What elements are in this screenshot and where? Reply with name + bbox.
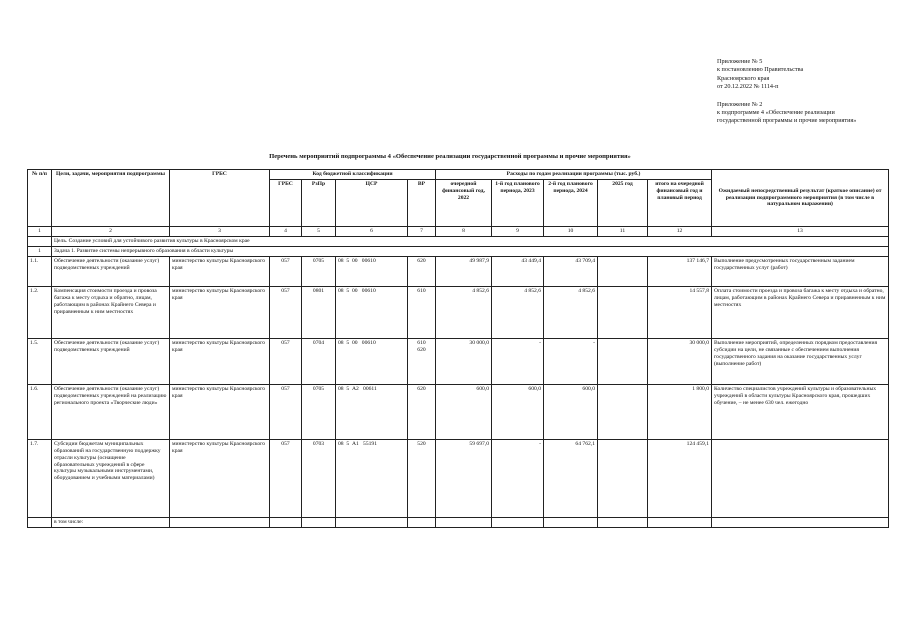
header-code-rzpr: РзПр — [302, 179, 336, 226]
header-no: № п/п — [28, 170, 52, 227]
header-exp-2023: 1-й год планового периода, 2023 — [492, 179, 544, 226]
header-row-1 — [28, 170, 889, 180]
header-exp-2024: 2-й год планового периода, 2024 — [544, 179, 598, 226]
footer-note: в том числе: — [52, 517, 170, 527]
header-expenses-group: Расходы по годам реализации программы (тыс. руб.) — [436, 170, 712, 180]
column-numbers-row: 1 2 3 4 5 6 7 8 9 10 11 12 13 — [28, 226, 889, 236]
footer-row — [28, 517, 889, 527]
appendix-block-1: Приложение № 5 к постановлению Правительства Красноярского края от 20.12.2022 № 1114-п — [717, 58, 804, 91]
header-exp-2025: 2025 год — [598, 179, 648, 226]
header-exp-2022: очередной финансовый год, 2022 — [436, 179, 492, 226]
header-code-group: Код бюджетной классификации — [270, 170, 436, 180]
task-text: Задача 1. Развитие системы непрерывного образования в области культуры — [52, 246, 889, 256]
table-row: 1.7. Субсидии бюджетам муниципальных образований на государственную поддержку отрасли культуры (оснащение образовательных учреждений в сфере культуры музыкальными инструментами, оборудованием и учебными материалами) министерство культуры Красноярского края 057 0703 08 5 А1 55191 520 59 697,0 - 64 762,1 124 459,1 — [28, 439, 889, 517]
task-row — [28, 246, 889, 256]
header-exp-total: итого на очередной финансовый год и плановый период — [648, 179, 712, 226]
goal-text: Цель. Создание условий для устойчивого развития культуры в Красноярском крае — [52, 236, 889, 246]
appendix-note — [717, 58, 897, 135]
table-row: 1.1. Обеспечение деятельности (оказание услуг) подведомственных учреждений министерство культуры Красноярского края 057 0705 08 5 00 00610 620 49 987,9 43 449,4 43 709,4 137 146,7 Выполнение предусмотренных государственным заданием государственных услуг (работ) — [28, 256, 889, 286]
header-code-csr: ЦСР — [336, 179, 408, 226]
goal-row — [28, 236, 889, 246]
header-code-grbs: ГРБС — [270, 179, 302, 226]
table-row: 1.2. Компенсация стоимости проезда и провоза багажа к месту отдыха и обратно, лицам, работающим в районах Крайнего Севера и приравненным к ним местностях министерство культуры Красноярского края 057 0801 08 5 00 00610 610 4 852,6 4 852,6 4 852,6 14 557,8 Оплата стоимости проезда и провоза багажа к месту отдыха и обратно, лицам, работающим в районах Крайнего Севера и приравненным к ним местностях — [28, 286, 889, 338]
header-result: Ожидаемый непосредственный результат (краткое описание) от реализации подпрограммного мероприятия (в том числе в натуральном выражении) — [712, 170, 889, 227]
appendix-block-2: Приложение № 2 к подпрограмме 4 «Обеспечение реализации государственной программы и прочие мероприятия» — [717, 100, 857, 125]
header-goals: Цели, задачи, мероприятия подпрограммы — [52, 170, 170, 227]
table-row: 1.5. Обеспечение деятельности (оказание услуг) подведомственных учреждений министерство культуры Красноярского края 057 0704 08 5 00 00610 610 620 30 000,0 - - 30 000,0 Выполнение мероприятий, определенных порядком предоставления субсидии на цели, не связанные с обеспечением выполнения государственного задания на оказание государственных услуг (выполнение работ) — [28, 338, 889, 384]
header-code-vr: ВР — [408, 179, 436, 226]
header-grbs: ГРБС — [170, 170, 270, 227]
activities-table — [27, 169, 889, 528]
table-row: 1.6. Обеспечение деятельности (оказание услуг) подведомственных учреждений на реализацию регионального проекта «Творческие люди» министерство культуры Красноярского края 057 0705 08 5 А2 00611 620 600,0 600,0 600,0 1 800,0 Количество специалистов учреждений культуры и образовательных учреждений в области культуры Красноярского края, прошедших обучение, – не менее 630 чел. ежегодно — [28, 384, 889, 439]
document-title: Перечень мероприятий подпрограммы 4 «Обеспечение реализации государственной программы и прочие мероприятия» — [269, 153, 631, 160]
task-no: 1 — [28, 246, 52, 256]
